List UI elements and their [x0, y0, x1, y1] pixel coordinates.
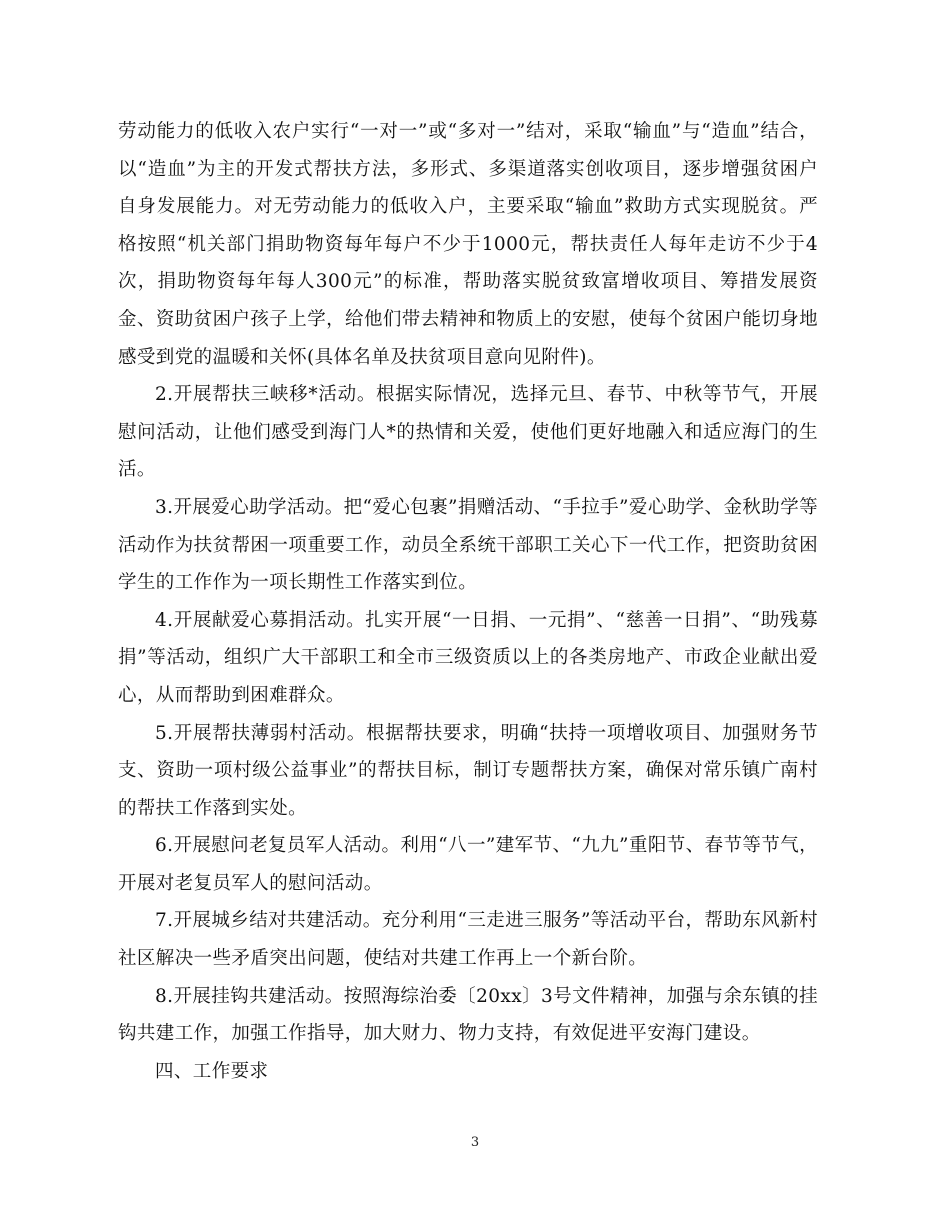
paragraph-item-4: 4.开展献爱心募捐活动。扎实开展“一日捐、一元捐”、“慈善一日捐”、“助残募捐”等活动，组织广大干部职工和全市三级资质以上的各类房地产、市政企业献出爱心，从而帮助到困难群众。	[118, 609, 818, 706]
paragraph-item-6: 6.开展慰问老复员军人活动。利用“八一”建军节、“九九”重阳节、春节等节气，开展对老复员军人的慰问活动。	[118, 835, 818, 894]
paragraph-continuation: 劳动能力的低收入农户实行“一对一”或“多对一”结对，采取“输血”与“造血”结合，以“造血”为主的开发式帮扶方法，多形式、多渠道落实创收项目，逐步增强贫困户自身发展能力。对无劳动能力的低收入户，主要采取“输血”救助方式实现脱贫。严格按照“机关部门捐助物资每年每户不少于1000元，帮扶责任人每年走访不少于4次，捐助物资每年每人300元”的标准，帮助落实脱贫致富增收项目、筹措发展资金、资助贫困户孩子上学，给他们带去精神和物质上的安慰，使每个贫困户能切身地感受到党的温暖和关怀(具体名单及扶贫项目意向见附件)。	[118, 121, 818, 368]
paragraph-item-7: 7.开展城乡结对共建活动。充分利用“三走进三服务”等活动平台，帮助东风新村社区解决一些矛盾突出问题，使结对共建工作再上一个新台阶。	[118, 910, 818, 970]
page-number: 3	[470, 1135, 480, 1150]
paragraph-item-2: 2.开展帮扶三峡移*活动。根据实际情况，选择元旦、春节、中秋等节气，开展慰问活动，让他们感受到海门人*的热情和关爱，使他们更好地融入和适应海门的生活。	[118, 384, 818, 481]
section-heading: 四、工作要求	[155, 1060, 269, 1082]
paragraph-item-3: 3.开展爱心助学活动。把“爱心包裹”捐赠活动、“手拉手”爱心助学、金秋助学等活动作为扶贫帮困一项重要工作，动员全系统干部职工关心下一代工作，把资助贫困学生的工作作为一项长期性工作落实到位。	[118, 496, 818, 594]
paragraph-item-8: 8.开展挂钩共建活动。按照海综治委〔20xx〕3号文件精神，加强与余东镇的挂钩共建工作，加强工作指导，加大财力、物力支持，有效促进平安海门建设。	[118, 985, 818, 1045]
paragraph-item-5: 5.开展帮扶薄弱村活动。根据帮扶要求，明确“扶持一项增收项目、加强财务节支、资助一项村级公益事业”的帮扶目标，制订专题帮扶方案，确保对常乐镇广南村的帮扶工作落到实处。	[118, 722, 818, 819]
document-body	[118, 113, 818, 1090]
